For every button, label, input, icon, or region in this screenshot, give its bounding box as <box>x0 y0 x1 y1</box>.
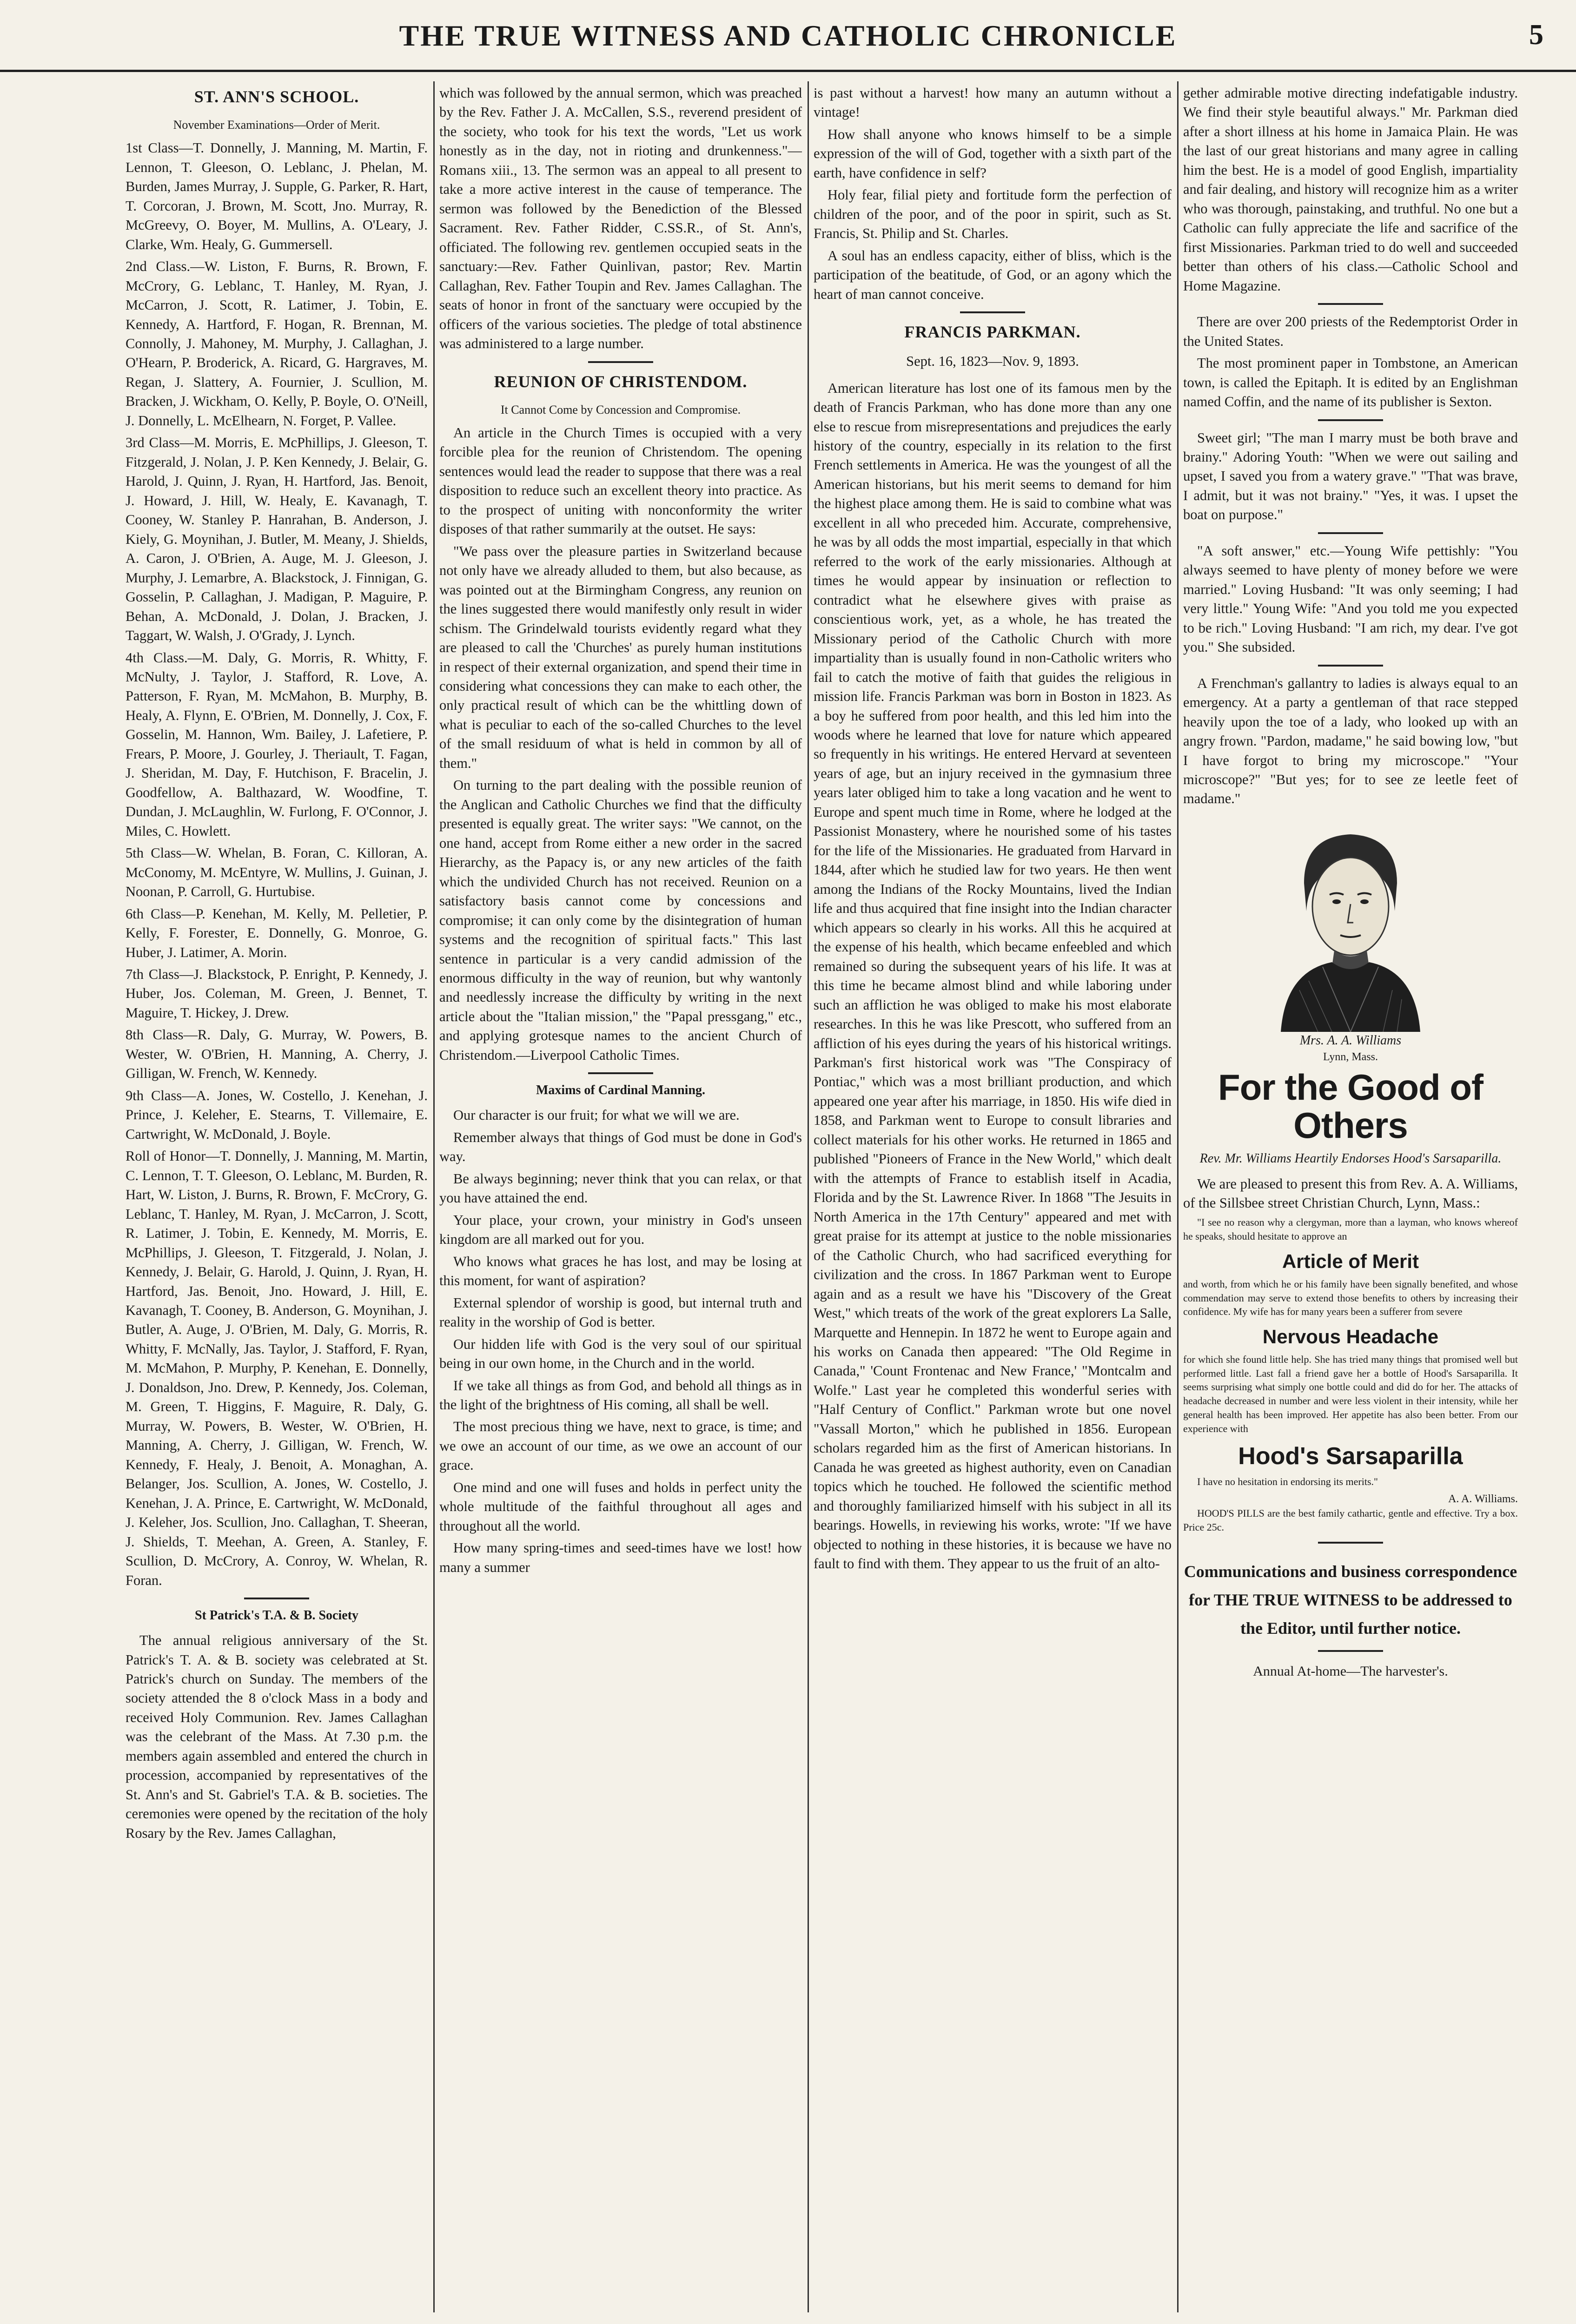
article-subheading: It Cannot Come by Concession and Compromise. <box>500 403 741 416</box>
paragraph: How shall anyone who knows himself to be a simple expression of the will of God, together with a sixth part of the earth, have confidence in self? <box>814 126 1172 181</box>
paragraph: Who knows what graces he has lost, and may be losing at this moment, for want of aspiration? <box>439 1253 802 1289</box>
paragraph: Your place, your crown, your ministry in God's unseen kingdom are all marked out for you. <box>439 1212 802 1248</box>
paragraph: How many spring-times and seed-times have we lost! how many a summer <box>439 1540 802 1575</box>
paragraph: Our character is our fruit; for what we will we are. <box>453 1107 740 1123</box>
ad-pills: HOOD'S PILLS are the best family cathartic, gentle and effective. Try a box. Price 25c. <box>1183 1507 1518 1533</box>
column-rule <box>808 81 809 2312</box>
paragraph: gether admirable motive directing indefatigable industry. We find their style beautiful always." Mr. Parkman died after a short illness at his home in Jamaica Plain. He was the last of our great historians and many agree in calling him the best. He is a model of good English, impartiality and fair dealing, and history will recognize him as a writer who was thorough, painstaking, and truthful. No one but a Catholic can fully appreciate the life and sacrifice of the first Missionaries. Parkman tried to do well and succeeded better than others of his class.—Catholic School and Home Magazine. <box>1183 85 1518 294</box>
section-divider <box>588 1072 653 1074</box>
section-divider <box>588 361 653 363</box>
section-divider <box>960 311 1025 313</box>
paragraph: The most precious thing we have, next to grace, is time; and we owe an account of our time, as we owe an account of our grace. <box>439 1419 802 1473</box>
paragraph: 6th Class—P. Kenehan, M. Kelly, M. Pelletier, P. Kelly, F. Forester, E. Donnelly, G. Monroe, G. Huber, J. Latimer, A. Morin. <box>126 905 428 960</box>
article-subheading: November Examinations—Order of Merit. <box>173 118 380 132</box>
column-1 <box>126 84 428 2310</box>
newspaper-title: THE TRUE WITNESS AND CATHOLIC CHRONICLE <box>399 19 1177 52</box>
portrait-caption: Mrs. A. A. Williams <box>1299 1033 1402 1048</box>
paragraph: 8th Class—R. Daly, G. Murray, W. Powers, B. Wester, W. O'Brien, H. Manning, A. Cherry, J. Gilligan, W. French, W. Kennedy. <box>126 1027 428 1082</box>
paragraph: 7th Class—J. Blackstock, P. Enright, P. Kennedy, J. Huber, Jos. Coleman, M. Green, J. Bennet, T. Maguire, T. Hickey, J. Drew. <box>126 966 428 1021</box>
section-divider <box>1318 419 1383 421</box>
ad-quote: I have no hesitation in endorsing its merits." <box>1197 1475 1378 1487</box>
paragraph: On turning to the part dealing with the possible reunion of the Anglican and Catholic Churches we find that the difficulty presented is equally great. The writer says: "We cannot, on the one hand, accept from Rome either a new order in the sacred Hierarchy, as the Papacy is, or any new articles of the faith which the undivided Church has not received. Reunion on a satisfactory basis cannot come by concessions and compromise; it can only come by the disintegration of human systems and the recognition of spiritual facts." This last sentence in particular is a very candid admission of the enormous difficulty in the way of reunion, but why wantonly and needlessly increase the difficulty by writing in the next article about the "Italian mission," the "Papal pressgang," etc., and applying grotesque names to the ancient Church of Christendom.—Liverpool Catholic Times. <box>439 777 802 1063</box>
paragraph: which was followed by the annual sermon, which was preached by the Rev. Father J. A. McCallen, S.S., reverend president of the society, who took for his text the words, "Let us work honestly as in the day, not in rioting and drunkenness."—Romans xiii., 13. The sermon was an appeal to all present to take a more active interest in the cause of temperance. The sermon was followed by the Benediction of the Blessed Sacrament. Rev. Father Ridder, C.SS.R., of St. Ann's, officiated. The following rev. gentlemen occupied seats in the sanctuary:—Rev. Father Quinlivan, pastor; Rev. Martin Callaghan, Rev. Father Toupin and Rev. James Callaghan. The seats of honor in front of the sanctuary were occupied by the officers of the various societies. The pledge of total abstinence was administered to a large number. <box>439 85 802 352</box>
paragraph: is past without a harvest! how many an autumn without a vintage! <box>814 85 1172 120</box>
paragraph: Be always beginning; never think that you can relax, or that you have attained the end. <box>439 1170 802 1206</box>
paragraph: Holy fear, filial piety and fortitude form the perfection of children of the poor, and of the poor in spirit, such as St. Francis, St. Philip and St. Charles. <box>814 187 1172 242</box>
paragraph: External splendor of worship is good, but internal truth and reality in the worship of God is better. <box>439 1294 802 1330</box>
article-heading-st-patricks: St Patrick's T.A. & B. Society <box>194 1608 359 1623</box>
paragraph: Sweet girl; "The man I marry must be both brave and brainy." Adoring Youth: "When we were out sailing and upset, I saved you from a watery grave." "That was brave, I admit, but it was not brainy." "Yes, it was. I upset the boat on purpose." <box>1183 429 1518 523</box>
paragraph: Roll of Honor—T. Donnelly, J. Manning, M. Martin, C. Lennon, T. T. Gleeson, O. Leblanc, M. Burden, R. Hart, W. Liston, J. Burns, R. Brown, F. McCrory, G. Leblanc, T. Hanley, M. Ryan, J. McCarron, J. Scott, R. Latimer, J. Tobin, E. Kennedy, M. Morris, E. McPhillips, J. Gleeson, T. Fitzgerald, J. Nolan, J. Kennedy, J. Belair, G. Harold, J. Quinn, J. Ryan, H. Hartford, Jas. Benoit, Jno. Howard, J. Hill, E. Kavanagh, T. Cooney, B. Anderson, G. Moynihan, J. Butler, A. Auge, J. O'Brien, M. Daly, G. Morris, R. Whitty, F. McNally, Jas. Taylor, J. Stafford, F. Ryan, M. McMahon, P. Murphy, P. Kenehan, E. Donnelly, J. Donaldson, Jno. Drew, P. Kennedy, Jos. Coleman, M. Green, T. Higgins, F. Maguire, R. Daly, G. Murray, W. Powers, B. Wester, W. O'Brien, H. Manning, A. Cherry, J. Gilligan, W. French, W. Kennedy, F. Healy, J. Benoit, A. Monaghan, A. Belanger, Jos. Scullion, A. Jones, W. Costello, J. Kenehan, J. A. Prince, E. Cartwright, W. McDonald, J. Keleher, Jos. Scullion, Jno. Callaghan, T. Sheeran, J. Shields, T. Meehan, A. Green, A. Stanley, F. Scullion, D. McCrory, A. Conroy, W. Whelan, R. Foran. <box>126 1148 428 1588</box>
ad-signature: A. A. Williams. <box>1448 1492 1518 1505</box>
paragraph: 5th Class—W. Whelan, B. Foran, C. Killoran, A. McConomy, M. McEntyre, W. Mullins, J. Guinan, J. Noonan, P. Carroll, G. Hurtubise. <box>126 845 428 900</box>
paragraph: Remember always that things of God must be done in God's way. <box>439 1129 802 1165</box>
section-divider <box>1318 665 1383 667</box>
section-divider <box>1318 303 1383 305</box>
paragraph: A Frenchman's gallantry to ladies is always equal to an emergency. At a party a gentleman of that race stepped heavily upon the toe of a lady, who looked up with an angry frown. "Pardon, madame," he said bowing low, "but I have forgot to bring my microscope." "Your microscope?" "But yes; for to see ze leetle feet of madame." <box>1183 675 1518 807</box>
portrait-engraving <box>1253 813 1448 1032</box>
paragraph: 1st Class—T. Donnelly, J. Manning, M. Martin, F. Lennon, T. Gleeson, O. Leblanc, J. Phelan, M. Burden, James Murray, J. Supple, G. Parker, R. Hart, T. Corcoran, J. Brown, M. Scott, Jno. Murray, R. McGreevy, O. Boyer, M. Mullins, A. O'Leary, J. Clarke, Wm. Healy, G. Gummersell. <box>126 140 428 252</box>
ad-intro: We are pleased to present this from Rev. A. A. Williams, of the Sillsbee street Christian Church, Lynn, Mass.: <box>1183 1175 1518 1211</box>
paragraph: American literature has lost one of its famous men by the death of Francis Parkman, who has done more than any one else to rescue from misrepresentations and prejudices the early history of the country, especially in its relation to the first French settlements in America. He was the youngest of all the American historians, but his merit seems to demand for him the highest place among them. He is said to combine what was excellent in all who preceded him. Accurate, comprehensive, he was by all odds the most impartial, especially in that which referred to the work of the early missionaries. Although at times he would appear by insinuation or reflection to contradict what he elsewhere gives with praise as conscientious work, yet, as a whole, he has treated the Missionary period of the Catholic Church with more impartiality than is usually found in non-Catholic writers who fail to catch the motive of faith that guides the religious in mission life. Francis Parkman was born in Boston in 1823. As a boy he suffered from poor health, and this led him into the woods where he learned that love for nature which appeared so frequently in his writings. He entered Hervard at seventeen years of age, but an injury received in the gymnasium three years later obliged him to take a long vacation and he went to Europe and spent much time in Rome, where he lodged at the Passionist Monastery, where he nourished some of his tastes for the life of the Missionaries. He graduated from Harvard in 1844, after which he studied law for two years. He then went among the Indians of the Rocky Mountains, lived the Indian life and thus acquired that fine insight into the Indian character which appears so clearly in his works. All this he acquired at the expense of his health, which became enfeebled and which remained so during the subsequent years of his life. It was at this time he became almost blind and while laboring under such an affliction he was obliged to make his most elaborate researches. In this he was like Prescott, who suffered from an affliction of his eyes during the years of his historical writings. Parkman's first historical work was "The Conspiracy of Pontiac," which was a most brilliant production, and which appeared one year after his marriage, in 1850. His wife died in 1858, and Parkman went to Europe to consult libraries and collect materials for his other works. He returned in 1865 and published "Pioneers of France in the New World," which dealt with the attempts of France to establish itself in Acadia, Florida and by the St. Lawrence River. In 1868 "The Jesuits in North America in the 17th Century" appeared and met with great praise for its attempt at justice to the noble missionaries of the Catholic Church, who had sacrificed everything for civilization and the cross. In 1867 Parkman went to Europe again and as a result we have his "Discovery of the Great West," which treats of the work of the great explorers La Salle, Marquette and Hennepin. In 1872 he went to Europe again and his works on Canada then appeared: "The Old Regime in Canada," 'Count Frontenac and New France,' "Montcalm and Wolfe." Last year he completed this wonderful series with "Half Century of Conflict." Parkman wrote but one novel "Vassall Morton," which he published in 1856. European scholars regarded him as the first of American historians. In Canada he was greeted as highest authority, even on Canadian topics which he touched. He followed the scientific method and thoroughly familiarized himself with his subject in all its bearings. Howells, in reviewing his works, wrote: "If we have objected to nothing in these histories, it is because we have no fault to find with them. They appear to us the fruit of an alto- <box>814 380 1172 1572</box>
ad-subheading-headache: Nervous Headache <box>1262 1325 1439 1347</box>
ad-quote: for which she found little help. She has tried many things that promised well but performed little. Last fall a friend gave her a bottle of Hood's Sarsaparilla. It seems surprising what simply one bottle could and did do for her. The attacks of headache decreased in number and were less violent in their intensity, while her general health has been improved. Her appetite has also been better. From our experience with <box>1183 1353 1518 1434</box>
column-rule <box>1177 81 1179 2312</box>
ad-subheading-merit: Article of Merit <box>1282 1250 1419 1272</box>
ad-subhead: Rev. Mr. Williams Heartily Endorses Hood's Sarsaparilla. <box>1199 1151 1502 1166</box>
paragraph: A soul has an endless capacity, either of bliss, which is the participation of the beatitude, of God, or an agony which the heart of man cannot conceive. <box>814 247 1172 302</box>
article-heading-st-anns: ST. ANN'S SCHOOL. <box>194 87 359 106</box>
ad-quote: and worth, from which he or his family have been signally benefited, and whose commendation may serve to extend those benefits to others by increasing their confidence. My wife has for many years been a sufferer from severe <box>1183 1278 1518 1318</box>
page-number: 5 <box>1529 19 1543 51</box>
article-heading-reunion: REUNION OF CHRISTENDOM. <box>494 372 748 391</box>
ad-headline: For the Good of Others <box>1218 1066 1483 1146</box>
paragraph: An article in the Church Times is occupied with a very forcible plea for the reunion of Christendom. The opening sentences would lead the reader to suppose that there was a real disposition to reduce such an excellent theory into practice. As to the prospect of uniting with nonconformity the writer disposes of that rather summarily at the outset. He says: <box>439 424 802 537</box>
column-2 <box>439 84 802 2310</box>
paragraph: The most prominent paper in Tombstone, an American town, is called the Epitaph. It is edited by an Englishman named Coffin, and the name of its publisher is Sexton. <box>1183 355 1518 410</box>
editorial-notice: Communications and business correspondence for THE TRUE WITNESS to be addressed to the Editor, until further notice. <box>1184 1562 1517 1637</box>
article-heading-parkman: FRANCIS PARKMAN. <box>904 323 1081 342</box>
article-teaser: Annual At-home—The harvester's. <box>1253 1664 1448 1679</box>
paragraph: "A soft answer," etc.—Young Wife pettishly: "You always seemed to have plenty of money before we were married." Loving Husband: "It was only seeming; I had very little." Young Wife: "And you told me you expected to be rich." Loving Husband: "I am rich, my dear. I've got you." She subsided. <box>1183 542 1518 655</box>
masthead <box>0 0 1576 72</box>
column-3 <box>814 84 1172 2310</box>
portrait-location: Lynn, Mass. <box>1323 1051 1378 1063</box>
paragraph: 9th Class—A. Jones, W. Costello, J. Kenehan, J. Prince, J. Keleher, E. Stearns, T. Villemaire, E. Cartwright, W. McDonald, J. Boyle. <box>126 1087 428 1142</box>
ad-brand: Hood's Sarsaparilla <box>1238 1443 1463 1470</box>
section-divider <box>1318 532 1383 534</box>
paragraph: 2nd Class.—W. Liston, F. Burns, R. Brown, F. McCrory, G. Leblanc, T. Hanley, M. Ryan, J. McCarron, J. Scott, R. Latimer, J. Tobin, E. Kennedy, A. Hartford, F. Hogan, R. Brennan, M. Connolly, J. Mahoney, M. Murphy, J. Callaghan, J. O'Hearn, P. Broderick, A. Ricard, G. Hargraves, M. Regan, J. Slattery, A. Fournier, J. Scullion, M. Bracken, J. Wickham, O. Kelly, P. Boyle, O. O'Neill, J. Donnelly, L. McElhearn, N. Forget, P. Vallee. <box>126 258 428 429</box>
paragraph: 4th Class.—M. Daly, G. Morris, R. Whitty, F. McNulty, J. Taylor, J. Stafford, R. Love, A. Patterson, F. Ryan, M. McMahon, B. Murphy, B. Healy, A. Flynn, E. O'Brien, M. Donnelly, J. Cox, F. Gosselin, M. Hannon, Wm. Bailey, J. Lafetiere, P. Frears, P. Moore, J. Gourley, J. Theriault, T. Fagan, J. Sheridan, M. Day, F. Hutchison, F. Bracelin, J. Goodfellow, A. Balthazard, W. Woodfine, T. Dundan, J. McLaughlin, W. Furlong, F. O'Connor, J. Miles, C. Howlett. <box>126 649 428 839</box>
paragraph: 3rd Class—M. Morris, E. McPhillips, J. Gleeson, T. Fitzgerald, J. Nolan, J. P. Ken Kennedy, J. Belair, G. Harold, J. Quinn, J. Ryan, H. Hartford, Jas. Benoit, J. Howard, J. Hill, W. Healy, E. Kavanagh, T. Cooney, W. Stanley P. Hanrahan, B. Anderson, J. Kiely, G. Moynihan, J. Butler, M. Meany, J. Shields, A. Caron, J. O'Brien, A. Auge, M. J. Gleeson, J. Murphy, J. Lemarbre, A. Blackstock, J. Finnigan, G. Gosselin, P. Callaghan, J. Madigan, P. Maguire, P. Behan, A. McDonald, J. Dolan, J. Bracken, J. Taggart, W. Walsh, J. O'Grady, J. Lynch. <box>126 435 428 644</box>
article-heading-maxims: Maxims of Cardinal Manning. <box>536 1083 706 1098</box>
paragraph: One mind and one will fuses and holds in perfect unity the whole multitude of the faithful throughout all ages and throughout all the world. <box>439 1479 802 1534</box>
paragraph: The annual religious anniversary of the St. Patrick's T. A. & B. society was celebrated at St. Patrick's church on Sunday. The members of the society attended the 8 o'clock Mass in a body and received Holy Communion. Rev. James Callaghan was the celebrant of the Mass. At 7.30 p.m. the members again assembled and entered the church in procession, accompanied by representatives of the St. Ann's and St. Gabriel's T.A. & B. societies. The ceremonies were opened by the recitation of the holy Rosary by the Rev. James Callaghan, <box>126 1632 428 1841</box>
ad-quote: "I see no reason why a clergyman, more than a layman, who knows whereof he speaks, should hesitate to approve an <box>1183 1216 1518 1242</box>
section-divider <box>244 1598 309 1599</box>
paragraph: Our hidden life with God is the very soul of our spiritual being in our own home, in the Church and in the world. <box>439 1336 802 1372</box>
column-4 <box>1183 84 1518 2310</box>
paragraph: If we take all things as from God, and behold all things as in the light of the brightness of His coming, all shall be well. <box>439 1377 802 1413</box>
column-rule <box>433 81 435 2312</box>
section-divider <box>1318 1542 1383 1544</box>
paragraph: "We pass over the pleasure parties in Switzerland because not only have we already alluded to them, but also because, as was pointed out at the Birmingham Congress, any reunion on the lines suggested there would manifestly only result in wider schism. The Grindelwald tourists evidently regard what they are pleased to call the 'Churches' as purely human institutions in respect of their external organization, and spend their time in considering what concessions they can make to each other, the only practical result of which can be the whittling down of what is peculiar to each of the so-called Churches to the level of the small residuum of what is held in common by all of them." <box>439 543 802 771</box>
section-divider <box>1318 1650 1383 1652</box>
article-dates: Sept. 16, 1823—Nov. 9, 1893. <box>906 353 1079 370</box>
paragraph: There are over 200 priests of the Redemptorist Order in the United States. <box>1183 314 1518 349</box>
